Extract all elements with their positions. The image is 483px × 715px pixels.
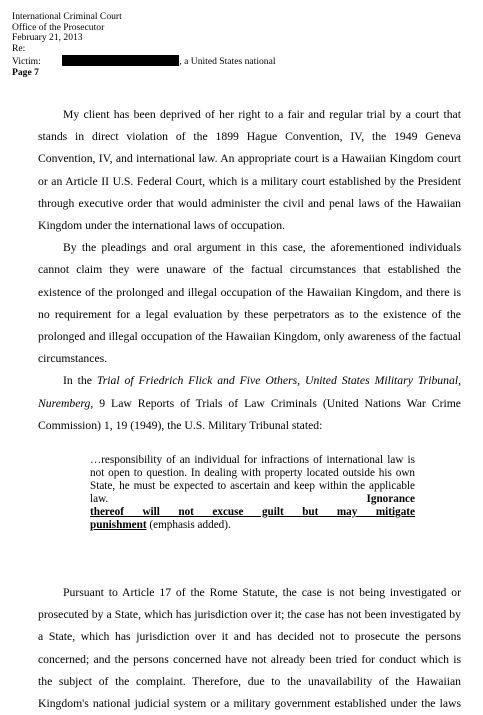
quote-emphasis-1: Ignorance (366, 492, 415, 505)
case-citation: Trial of Friedrich Flick and Five Others, United States Military Tribunal, Nuremberg (38, 374, 462, 410)
flick-rest: , 9 Law Reports of Trials of Law Criminals (United Nations War Crime Commission) 1, 19 (1949), the U.S. Military Tribunal stated: (38, 396, 461, 432)
victim-label: Victim: (12, 55, 41, 67)
header-victim-line (12, 55, 276, 68)
header-date: February 21, 2013 (12, 32, 83, 44)
header-office: Office of the Prosecutor (12, 21, 105, 33)
body-text (38, 104, 461, 437)
header-organization: International Criminal Court (12, 11, 122, 22)
body-text-continued (38, 582, 461, 715)
flick-intro: In the (63, 374, 97, 388)
victim-suffix: , a United States national (179, 55, 276, 67)
page-number: Page 7 (12, 66, 39, 78)
quote-emphasis-3: punishment (90, 518, 147, 531)
quote-text: …responsibility of an individual for infractions of international law is not open to question. In dealing with property located outside his own State, he must be expected to ascertain and keep within the applicable law. (90, 454, 415, 505)
header-re: Re: (12, 43, 26, 55)
redaction-bar (62, 55, 179, 66)
paragraph-article-17: Pursuant to Article 17 of the Rome Statute, the case is not being investigated or prosecuted by a State, which has jurisdiction over it; the case has not been investigated by a State, which has jurisdiction over it and has decided not to prosecute the persons concerned; and the persons concerned have not already been tried for conduct which is the subject of the complaint. Therefore, due to the unavailability of the Hawaiian Kingdom's national judicial system or a military government established under the laws (38, 586, 461, 711)
paragraph-flick-intro (38, 370, 461, 437)
quote-emphasis-2: thereof will not excuse guilt but may mitigate (90, 505, 415, 518)
paragraph-pleadings: By the pleadings and oral argument in this case, the aforementioned individuals cannot claim they were unaware of the factual circumstances that established the existence of the prolonged and illegal occupation of the Hawaiian Kingdom, and there is no requirement for a legal evaluation by these perpetrators as to the existence of the prolonged and illegal occupation of the Hawaiian Kingdom, only awareness of the factual circumstances. (38, 241, 461, 366)
letter-header (12, 12, 276, 78)
block-quote (90, 454, 415, 531)
paragraph-deprived: My client has been deprived of her right to a fair and regular trial by a court that stands in direct violation of the 1899 Hague Convention, IV, the 1949 Geneva Convention, IV, and international law. An appropriate court is a Hawaiian Kingdom court or an Article II U.S. Federal Court, which is a military court established by the President through executive order that would administer the civil and penal laws of the Hawaiian Kingdom under the international laws of occupation. (38, 108, 461, 233)
quote-suffix: (emphasis added). (146, 518, 231, 531)
